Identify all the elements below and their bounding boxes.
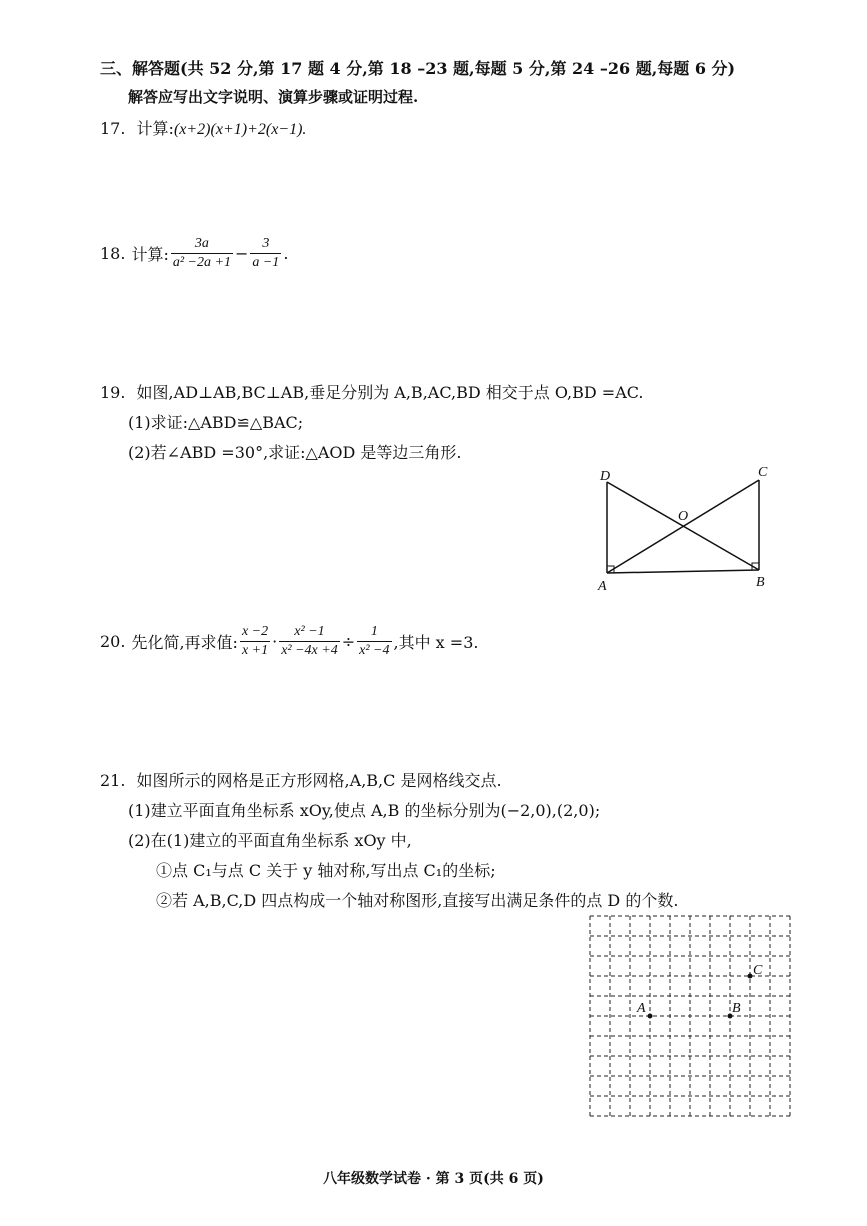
fraction-3 bbox=[357, 624, 391, 659]
denominator: a² −2a +1 bbox=[172, 255, 231, 270]
question-number: 20. bbox=[100, 632, 126, 651]
fraction-2 bbox=[250, 236, 281, 271]
section-instruction: 解答应写出文字说明、演算步骤或证明过程. bbox=[128, 88, 419, 106]
question-prefix: 计算: bbox=[131, 245, 169, 264]
numerator: 3 bbox=[262, 236, 270, 251]
question-number: 17. bbox=[100, 119, 126, 138]
question-20 bbox=[100, 624, 478, 659]
fraction-2 bbox=[279, 624, 340, 659]
numerator: x −2 bbox=[241, 624, 269, 639]
square-grid bbox=[588, 914, 792, 1118]
question-number: 18. bbox=[100, 244, 126, 263]
question-19-part-2: (2)若∠ABD =30°,求证:△AOD 是等边三角形. bbox=[128, 443, 462, 462]
label-O: O bbox=[678, 509, 689, 524]
label-C: C bbox=[753, 963, 763, 978]
question-text: 如图所示的网格是正方形网格,A,B,C 是网格线交点. bbox=[136, 771, 502, 790]
period: . bbox=[283, 244, 289, 263]
point-A bbox=[648, 1014, 653, 1019]
segment-AB bbox=[607, 570, 759, 573]
numerator: 3a bbox=[194, 236, 209, 251]
divide-sign: ÷ bbox=[341, 632, 356, 651]
denominator: x² −4x +4 bbox=[281, 643, 338, 658]
question-19-part-1: (1)求证:△ABD≌△BAC; bbox=[128, 413, 304, 432]
question-21-sub-2: ②若 A,B,C,D 四点构成一个轴对称图形,直接写出满足条件的点 D 的个数. bbox=[156, 891, 679, 910]
minus-sign: − bbox=[234, 244, 249, 263]
question-number: 21. bbox=[100, 771, 126, 790]
question-suffix: ,其中 x =3. bbox=[393, 633, 479, 652]
question-text: 如图,AD⊥AB,BC⊥AB,垂足分别为 A,B,AC,BD 相交于点 O,BD =AC. bbox=[136, 383, 644, 402]
question-prefix: 先化简,再求值: bbox=[131, 633, 238, 652]
label-A: A bbox=[598, 579, 607, 594]
question-21 bbox=[100, 768, 502, 791]
label-B: B bbox=[756, 575, 765, 590]
question-prefix: 计算: bbox=[136, 119, 174, 138]
label-B: B bbox=[732, 1001, 741, 1016]
multiply-dot: · bbox=[272, 632, 278, 651]
fraction-1 bbox=[240, 624, 270, 659]
label-C: C bbox=[758, 465, 768, 480]
denominator: x +1 bbox=[241, 643, 269, 658]
question-21-part-1: (1)建立平面直角坐标系 xOy,使点 A,B 的坐标分别为(−2,0),(2,0); bbox=[128, 801, 601, 820]
numerator: x² −1 bbox=[294, 624, 325, 639]
question-18 bbox=[100, 236, 288, 271]
question-19 bbox=[100, 380, 644, 403]
question-21-sub-1: ①点 C₁与点 C 关于 y 轴对称,写出点 C₁的坐标; bbox=[156, 861, 496, 880]
point-C bbox=[748, 974, 753, 979]
triangle-figure bbox=[590, 462, 780, 594]
question-17 bbox=[100, 116, 306, 139]
fraction-1 bbox=[171, 236, 233, 271]
numerator: 1 bbox=[370, 624, 378, 639]
page-footer: 八年级数学试卷 · 第 3 页(共 6 页) bbox=[323, 1171, 544, 1187]
question-expression: (x+2)(x+1)+2(x−1). bbox=[173, 121, 307, 138]
segment-AC bbox=[607, 480, 759, 573]
label-A: A bbox=[637, 1001, 646, 1016]
question-number: 19. bbox=[100, 383, 126, 402]
label-D: D bbox=[600, 469, 611, 484]
denominator: a −1 bbox=[252, 255, 280, 270]
denominator: x² −4 bbox=[359, 643, 390, 658]
question-21-part-2: (2)在(1)建立的平面直角坐标系 xOy 中, bbox=[128, 831, 412, 850]
section-title: 三、解答题(共 52 分,第 17 题 4 分,第 18 –23 题,每题 5 分,第 24 –26 题,每题 6 分) bbox=[100, 59, 736, 78]
